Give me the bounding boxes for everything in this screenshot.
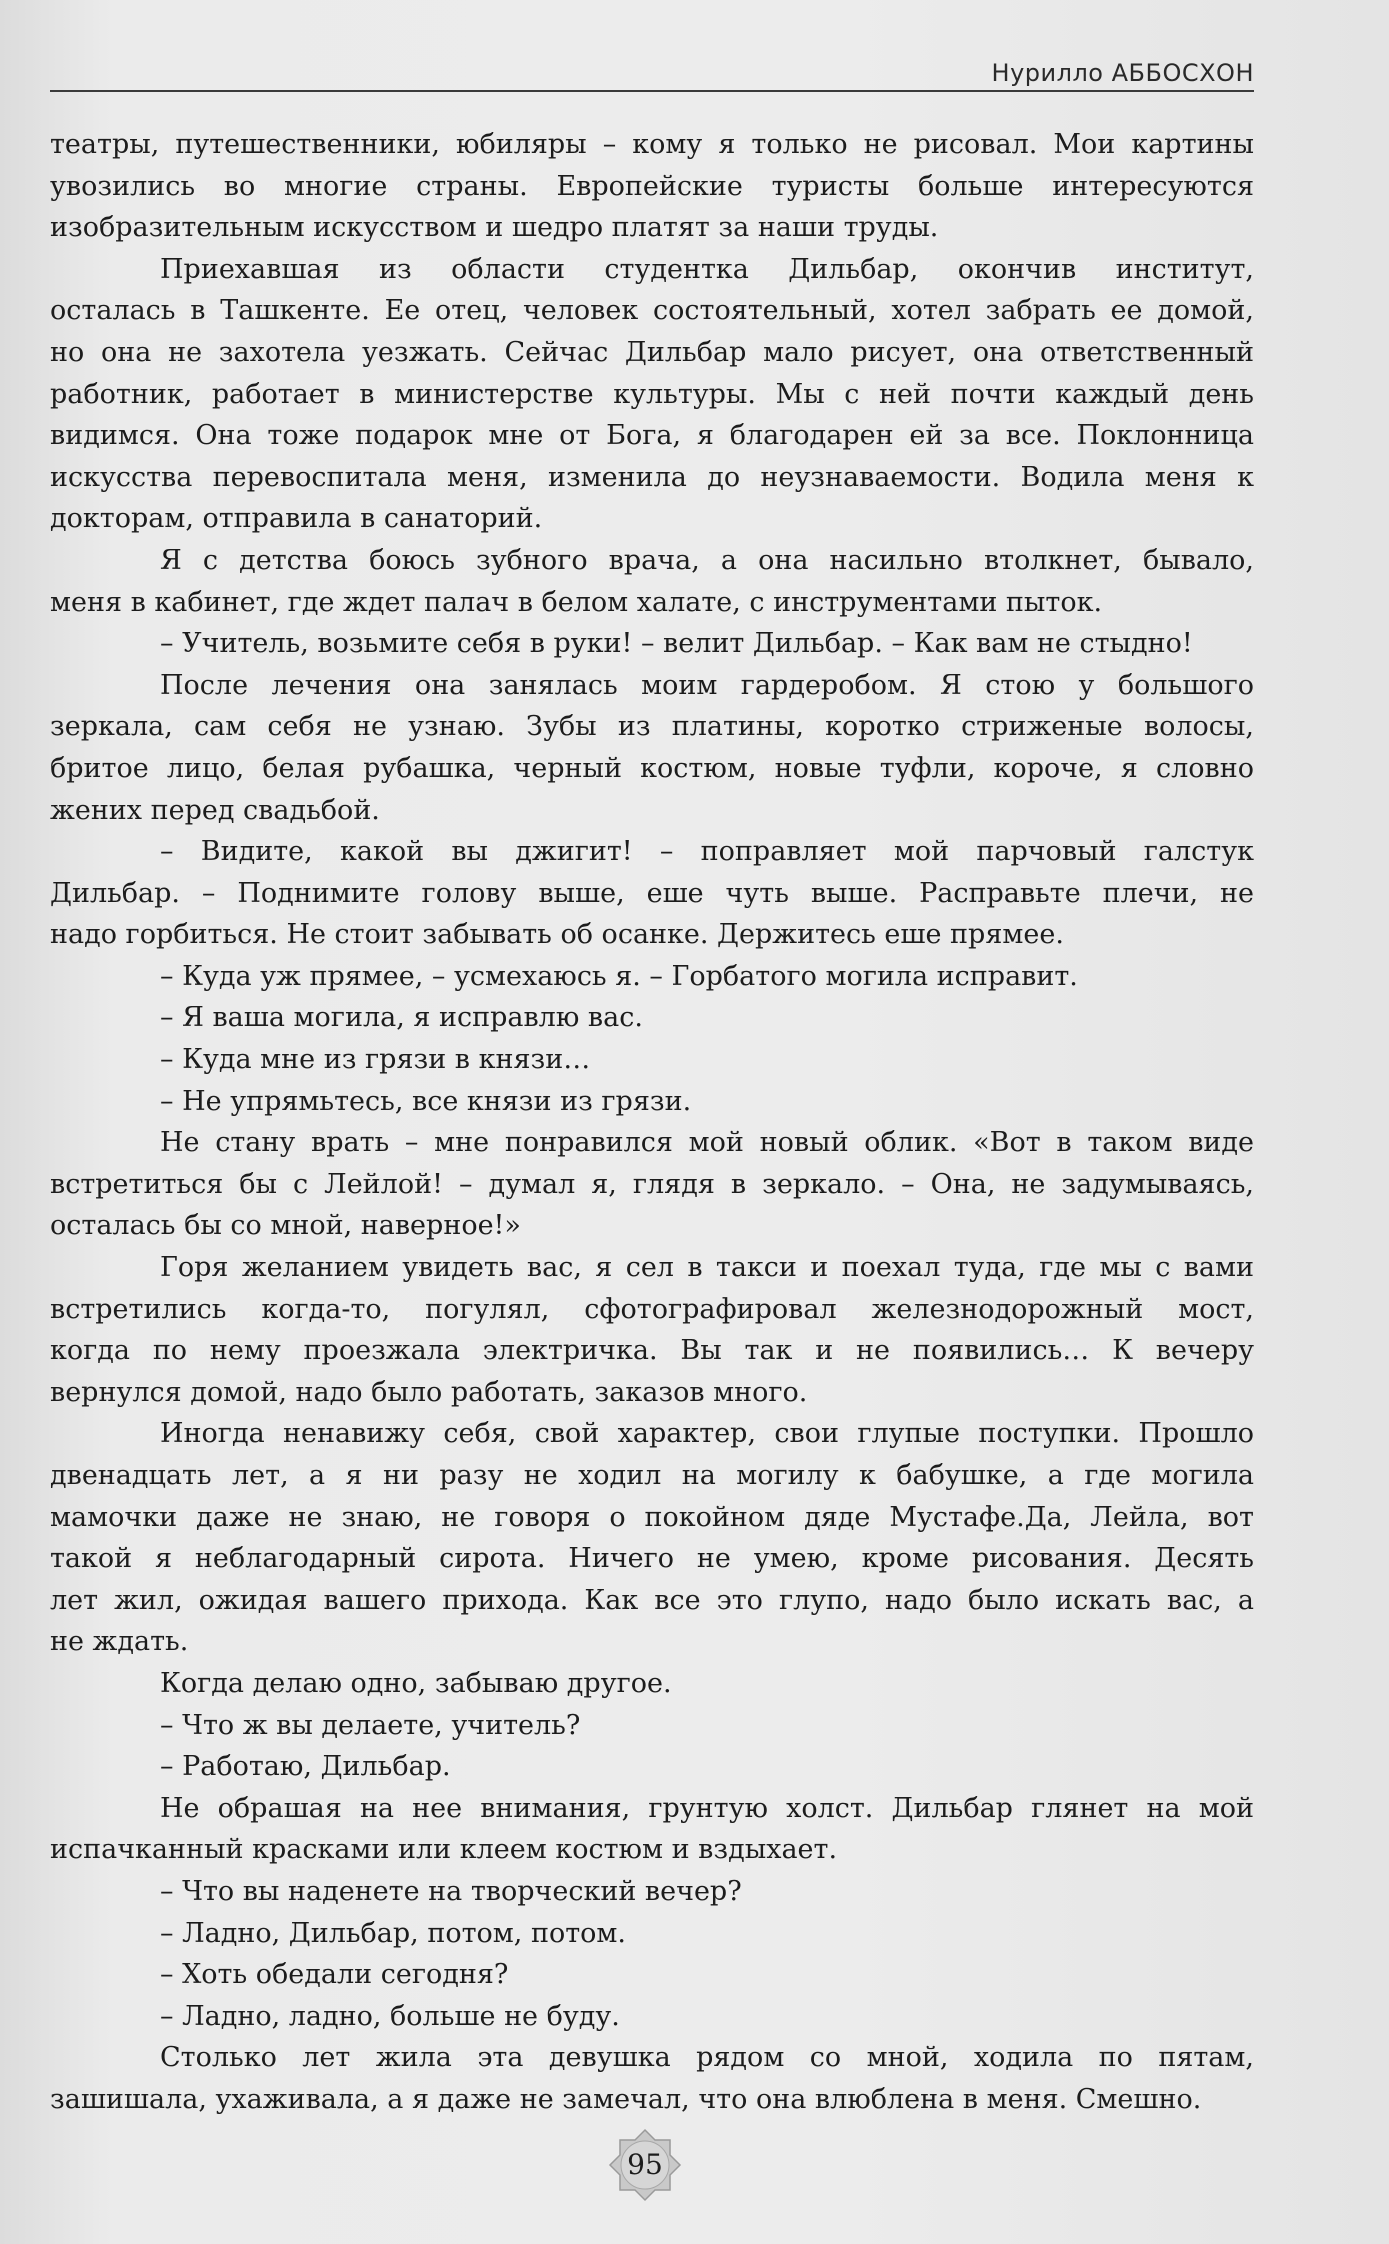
text-line: – Ладно, ладно, больше не буду. bbox=[160, 2000, 620, 2032]
dialogue-line bbox=[50, 1996, 1254, 2038]
text-line: Когда делаю одно, забываю другое. bbox=[160, 1667, 672, 1699]
header-author: Нурилло АББОСХОН bbox=[991, 59, 1254, 87]
paragraph bbox=[50, 1413, 1254, 1663]
dialogue-line bbox=[50, 997, 1254, 1039]
text-line: – Не упрямьтесь, все князи из грязи. bbox=[160, 1085, 692, 1117]
paragraph bbox=[50, 124, 1254, 249]
paragraph bbox=[50, 2037, 1254, 2120]
running-header bbox=[50, 56, 1254, 92]
text-line: Не обрашая на нее внимания, грунтую холст. Дильбар глянет на мой bbox=[160, 1792, 1254, 1824]
text-line: – Куда мне из грязи в князи… bbox=[160, 1044, 591, 1076]
text-line: меня в кабинет, где ждет палач в белом халате, с инструментами пыток. bbox=[50, 586, 1103, 618]
text-line: докторам, отправила в санаторий. bbox=[50, 503, 543, 535]
text-line: не ждать. bbox=[50, 1626, 189, 1658]
text-line: Приехавшая из области студентка Дильбар, окончив институт, bbox=[160, 253, 1254, 285]
text-line: жених перед свадьбой. bbox=[50, 794, 380, 826]
dialogue-line bbox=[50, 623, 1254, 665]
text-line: бритое лицо, белая рубашка, черный костюм, новые туфли, короче, я словно bbox=[50, 752, 1254, 784]
dialogue-line bbox=[50, 1746, 1254, 1788]
page-number: 95 bbox=[627, 2148, 663, 2181]
text-line: работник, работает в министерстве культуры. Мы с ней почти каждый день bbox=[50, 378, 1254, 410]
text-line: искусства перевоспитала меня, изменила до неузнаваемости. Водила меня к bbox=[50, 461, 1254, 493]
paragraph bbox=[50, 540, 1254, 623]
paragraph bbox=[50, 665, 1254, 831]
text-line: увозились во многие страны. Европейские туристы больше интересуются bbox=[50, 170, 1254, 202]
text-line: – Я ваша могила, я исправлю вас. bbox=[160, 1002, 643, 1034]
text-line: – Видите, какой вы джигит! – поправляет мой парчовый галстук bbox=[160, 836, 1254, 868]
text-line: Дильбар. – Поднимите голову выше, еше чуть выше. Расправьте плечи, не bbox=[50, 877, 1254, 909]
dialogue-line bbox=[50, 1871, 1254, 1913]
text-line: – Что ж вы делаете, учитель? bbox=[160, 1709, 581, 1741]
text-line: – Учитель, возьмите себя в руки! – велит Дильбар. – Как вам не стыдно! bbox=[160, 628, 1193, 660]
paragraph bbox=[50, 1788, 1254, 1871]
text-line: театры, путешественники, юбиляры – кому я только не рисовал. Мои картины bbox=[50, 129, 1254, 160]
text-line: осталась в Ташкенте. Ее отец, человек состоятельный, хотел забрать ее домой, bbox=[50, 295, 1254, 327]
text-line: такой я неблагодарный сирота. Ничего не умею, кроме рисования. Десять bbox=[50, 1543, 1254, 1575]
text-line: – Работаю, Дильбар. bbox=[160, 1751, 451, 1783]
paragraph bbox=[50, 1247, 1254, 1413]
text-line: видимся. Она тоже подарок мне от Бога, я благодарен ей за все. Поклонница bbox=[50, 420, 1254, 452]
dialogue-line bbox=[50, 1954, 1254, 1996]
text-line: – Куда уж прямее, – усмехаюсь я. – Горбатого могила исправит. bbox=[160, 960, 1078, 992]
paragraph bbox=[50, 1663, 1254, 1705]
text-line: Иногда ненавижу себя, свой характер, свои глупые поступки. Прошло bbox=[160, 1418, 1254, 1450]
page-number-badge bbox=[608, 2128, 682, 2202]
text-line: Я с детства боюсь зубного врача, а она насильно втолкнет, бывало, bbox=[160, 544, 1254, 576]
paragraph bbox=[50, 831, 1254, 956]
text-line: вернулся домой, надо было работать, заказов много. bbox=[50, 1376, 808, 1408]
text-line: но она не захотела уезжать. Сейчас Дильбар мало рисует, она ответственный bbox=[50, 336, 1254, 368]
dialogue-line bbox=[50, 1705, 1254, 1747]
text-line: изобразительным искусством и шедро платят за наши труды. bbox=[50, 212, 939, 244]
text-line: встретиться бы с Лейлой! – думал я, глядя в зеркало. – Она, не задумываясь, bbox=[50, 1168, 1254, 1200]
dialogue-line bbox=[50, 1039, 1254, 1081]
text-line: когда по нему проезжала электричка. Вы так и не появились… К вечеру bbox=[50, 1335, 1254, 1367]
dialogue-line bbox=[50, 1913, 1254, 1955]
text-line: мамочки даже не знаю, не говоря о покойном дяде Мустафе.Да, Лейла, вот bbox=[50, 1501, 1254, 1533]
text-line: двенадцать лет, а я ни разу не ходил на могилу к бабушке, а где могила bbox=[50, 1460, 1254, 1491]
text-line: осталась бы со мной, наверное!» bbox=[50, 1210, 521, 1242]
text-line: зеркала, сам себя не узнаю. Зубы из платины, коротко стриженые волосы, bbox=[50, 711, 1254, 743]
text-line: встретились когда-то, погулял, сфотографировал железнодорожный мост, bbox=[50, 1293, 1254, 1325]
dialogue-line bbox=[50, 1081, 1254, 1123]
text-line: После лечения она занялась моим гардеробом. Я стою у большого bbox=[160, 669, 1254, 701]
text-line: Горя желанием увидеть вас, я сел в такси и поехал туда, где мы с вами bbox=[160, 1252, 1254, 1284]
text-line: – Ладно, Дильбар, потом, потом. bbox=[160, 1917, 626, 1949]
text-line: Столько лет жила эта девушка рядом со мной, ходила по пятам, bbox=[160, 2042, 1254, 2074]
text-line: Не стану врать – мне понравился мой новый облик. «Вот в таком виде bbox=[160, 1127, 1254, 1159]
paragraph bbox=[50, 249, 1254, 540]
text-line: лет жил, ожидая вашего прихода. Как все это глупо, надо было искать вас, а bbox=[50, 1584, 1254, 1616]
text-line: – Хоть обедали сегодня? bbox=[160, 1959, 509, 1991]
paragraph bbox=[50, 1122, 1254, 1247]
text-line: зашишала, ухаживала, а я даже не замечал, что она влюблена в меня. Смешно. bbox=[50, 2083, 1202, 2115]
text-line: надо горбиться. Не стоит забывать об осанке. Держитесь еше прямее. bbox=[50, 919, 1064, 951]
text-line: – Что вы наденете на творческий вечер? bbox=[160, 1875, 742, 1907]
text-line: испачканный красками или клеем костюм и вздыхает. bbox=[50, 1834, 838, 1866]
dialogue-line bbox=[50, 956, 1254, 998]
body-text bbox=[50, 124, 1254, 2121]
